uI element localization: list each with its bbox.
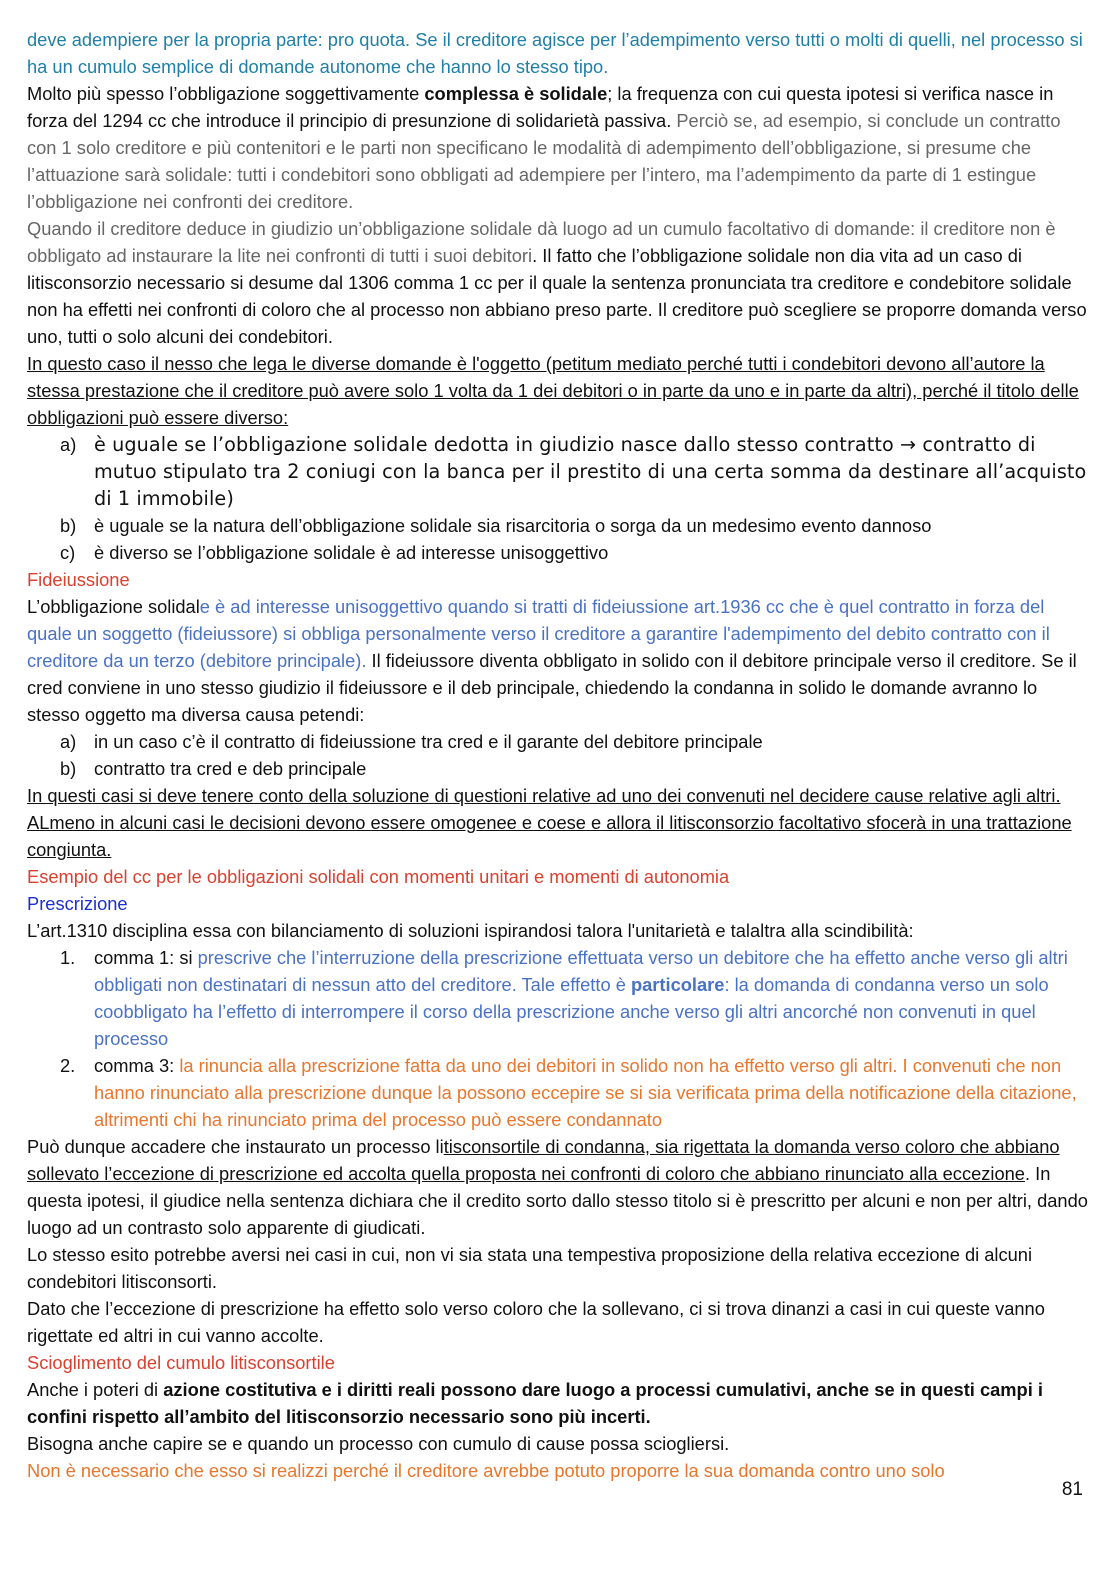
list-commi	[27, 944, 1089, 1133]
list-titolo-obbligazioni	[27, 431, 1089, 566]
paragraph-non-necessario: Non è necessario che esso si realizzi perché il creditore avrebbe potuto proporre la sua domanda contro uno solo	[27, 1460, 945, 1481]
paragraph-contrasto-giudicati: Può dunque accadere che instaurato un processo litisconsortile di condanna, sia rigettata la domanda verso coloro che abbiano sollevato l’eccezione di prescrizione ed accolta quella proposta nei confronti di coloro che abbiano rinunciato alla eccezione. In questa ipotesi, il giudice nella sentenza dichiara che il credito sorto dallo stesso titolo si è prescritto per alcuni e non per altri, dando luogo ad un contrasto solo apparente di giudicati.	[27, 1136, 1088, 1238]
document-page	[27, 26, 1089, 1484]
paragraph-cumulo-facoltativo: Quando il creditore deduce in giudizio un’obbligazione solidale dà luogo ad un cumulo facoltativo di domande: il creditore non è obbligato ad instaurare la lite nei confronti di tutti i suoi debitori. Il fatto che l’obbligazione solidale non dia vita ad un caso di litisconsorzio necessario si desume dal 1306 comma 1 cc per il quale la sentenza pronunciata tra creditore e condebitore solidale non ha effetti nei confronti di coloro che al processo non abbiano preso parte. Il creditore può scegliere se proporre domanda verso uno, tutti o solo alcuni dei condebitori.	[27, 218, 1087, 347]
list-item: a) è uguale se l’obbligazione solidale dedotta in giudizio nasce dallo stesso contratto → contratto di mutuo stipulato tra 2 coniugi con la banca per il prestito di una certa somma da destinare all’acquisto di 1 immobile)	[60, 433, 1087, 510]
paragraph-fideiussione: L’obbligazione solidale è ad interesse unisoggettivo quando si tratti di fideiussione art.1936 cc che è quel contratto in forza del quale un soggetto (fideiussore) si obbliga personalmente verso il creditore a garantire l'adempimento del debito contratto con il creditore da un terzo (debitore principale). Il fideiussore diventa obbligato in solido con il debitore principale verso il creditore. Se il cred conviene in uno stesso giudizio il fideiussore e il deb principale, chiedendo la condanna in solido le domande avranno lo stesso oggetto ma diversa causa petendi:	[27, 596, 1077, 725]
list-item: b) è uguale se la natura dell’obbligazione solidale sia risarcitoria o sorga da un medesimo evento dannoso	[60, 515, 932, 536]
list-item: c) è diverso se l’obbligazione solidale è ad interesse unisoggettivo	[60, 542, 609, 563]
paragraph-continuation: deve adempiere per la propria parte: pro quota. Se il creditore agisce per l’adempimento verso tutti o molti di quelli, nel processo si ha un cumulo semplice di domande autonome che hanno lo stesso tipo.	[27, 29, 1083, 77]
list-item: 1. comma 1: si prescrive che l’interruzione della prescrizione effettuata verso un debitore che ha effetto anche verso gli altri obbligati non destinatari di nessun atto del creditore. Tale effetto è particolare: la domanda di condanna verso un solo coobbligato ha l’effetto di interrompere il corso della prescrizione anche verso gli altri ancorché non convenuti in quel processo	[60, 947, 1068, 1049]
list-item: b) contratto tra cred e deb principale	[60, 758, 367, 779]
paragraph-solidale: Molto più spesso l’obbligazione soggettivamente complessa è solidale; la frequenza con cui questa ipotesi si verifica nasce in forza del 1294 cc che introduce il principio di presunzione di solidarietà passiva. Perciò se, ad esempio, si conclude un contratto con 1 solo creditore e più contenitori e le parti non specificano le modalità di adempimento dell’obbligazione, si presume che l’attuazione sarà solidale: tutti i condebitori sono obbligati ad adempiere per l’intero, ma l’adempimento da parte di 1 estingue l’obbligazione nei confronti dei creditore.	[27, 83, 1061, 212]
paragraph-art-1310: L’art.1310 disciplina essa con bilanciamento di soluzioni ispirandosi talora l'unitarietà e talaltra alla scindibilità:	[27, 920, 914, 941]
list-item: a) in un caso c’è il contratto di fideiussione tra cred e il garante del debitore principale	[60, 731, 763, 752]
paragraph-eccezione-prescrizione: Dato che l’eccezione di prescrizione ha effetto solo verso coloro che la sollevano, ci si trova dinanzi a casi in cui queste vanno rigettate ed altri in cui vanno accolte.	[27, 1298, 1045, 1346]
heading-scioglimento: Scioglimento del cumulo litisconsortile	[27, 1352, 335, 1373]
paragraph-azione-costitutiva: Anche i poteri di azione costitutiva e i diritti reali possono dare luogo a processi cumulativi, anche se in questi campi i confini rispetto all’ambito del litisconsorzio necessario sono più incerti.	[27, 1379, 1043, 1427]
heading-prescrizione: Prescrizione	[27, 893, 128, 914]
paragraph-nesso-oggetto: In questo caso il nesso che lega le diverse domande è l'oggetto (petitum mediato perché tutti i condebitori devono all’autore la stessa prestazione che il creditore può avere solo 1 volta da 1 dei debitori o in parte da uno e in parte da altri), perché il titolo delle obbligazioni può essere diverso:	[27, 353, 1079, 428]
paragraph-stesso-esito: Lo stesso esito potrebbe aversi nei casi in cui, non vi sia stata una tempestiva proposizione della relativa eccezione di alcuni condebitori litisconsorti.	[27, 1244, 1033, 1292]
page-number: 81	[1061, 1479, 1083, 1500]
heading-esempio: Esempio del cc per le obbligazioni solidali con momenti unitari e momenti di autonomia	[27, 866, 730, 887]
bold-term: complessa è solidale	[424, 83, 608, 104]
paragraph-trattazione-congiunta: In questi casi si deve tenere conto della soluzione di questioni relative ad uno dei convenuti nel decidere cause relative agli altri. ALmeno in alcuni casi le decisioni devono essere omogenee e coese e allora il litisconsorzio facoltativo sfocerà in una trattazione congiunta.	[27, 785, 1072, 860]
list-causa-petendi	[27, 728, 1089, 782]
paragraph-scioglimento: Bisogna anche capire se e quando un processo con cumulo di cause possa sciogliersi.	[27, 1433, 730, 1454]
list-item: 2. comma 3: la rinuncia alla prescrizione fatta da uno dei debitori in solido non ha effetto verso gli altri. I convenuti che non hanno rinunciato alla prescrizione dunque la possono eccepire se si sia verificata prima della notificazione della citazione, altrimenti chi ha rinunciato prima del processo può essere condannato	[60, 1055, 1077, 1130]
heading-fideiussione: Fideiussione	[27, 569, 130, 590]
